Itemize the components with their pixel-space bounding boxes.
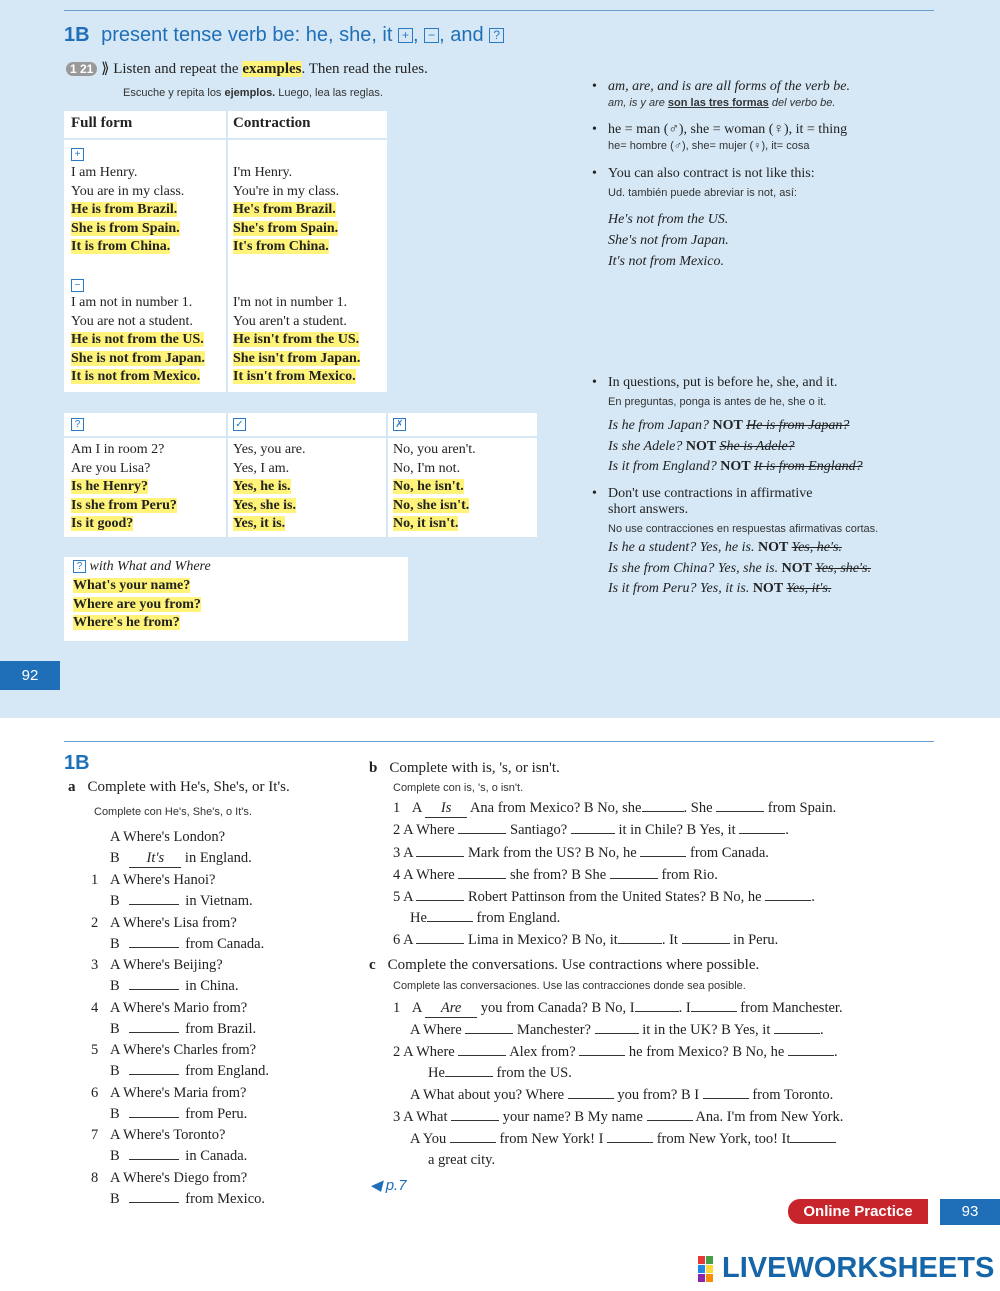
table-cell: He isn't from the US. xyxy=(233,332,360,347)
table-cell: You're in my class. xyxy=(233,183,340,199)
answer-blank[interactable] xyxy=(129,1021,179,1033)
table-cell: Yes, it is. xyxy=(233,516,286,531)
answer-blank[interactable] xyxy=(129,1106,179,1118)
table-cell: No, I'm not. xyxy=(393,460,461,476)
c-line-2c: A What about you? Where you from? B I from Toronto. xyxy=(410,1087,834,1103)
exercise-a-answer-line: B in China. xyxy=(110,978,239,994)
table-cell: Is it good? xyxy=(71,516,134,531)
answer-blank[interactable] xyxy=(129,1191,179,1203)
audio-track-badge[interactable]: 1 21 xyxy=(66,62,97,76)
b-line-1: 1 A Is Ana from Mexico? B No, she . She from Spain. xyxy=(393,800,837,816)
exercise-section-code: 1B xyxy=(64,752,90,774)
page-number-92: 92 xyxy=(0,661,60,690)
c-line-3: 3 A What your name? B My name Ana. I'm from New York. xyxy=(393,1109,844,1125)
negative-full-list xyxy=(71,294,205,387)
exercise-a-question: 8 A Where's Diego from? xyxy=(91,1169,248,1186)
answer-blank[interactable] xyxy=(618,932,662,944)
header-full-form: Full form xyxy=(71,115,133,131)
b-line-5: 5 A Robert Pattinson from the United States? B No, he . xyxy=(393,889,815,905)
table-cell: I am Henry. xyxy=(71,165,138,180)
table-cell: She's from Spain. xyxy=(233,220,339,236)
table-cell: Is she from Peru? xyxy=(71,497,177,513)
b-line-6: 6 A Lima in Mexico? B No, it . It in Peru. xyxy=(393,932,779,948)
question-icon: ? xyxy=(71,418,84,431)
exercise-a-question: 5 A Where's Charles from? xyxy=(91,1042,257,1058)
rule-1: • am, are, and is are all forms of the verb be. am, is y are son las tres formas del verbo be. xyxy=(592,79,850,109)
b-line-3: 3 A Mark from the US? B No, he from Canada. xyxy=(393,845,769,861)
liveworksheets-logo-icon xyxy=(698,1256,720,1282)
answer-blank[interactable] xyxy=(416,889,464,901)
rule-example: Is it from Peru? Yes, it is. NOT Yes, it's. xyxy=(608,581,832,596)
table-cell: You aren't a student. xyxy=(233,313,347,329)
table-cell: Is he Henry? xyxy=(71,479,148,494)
rule-3: • You can also contract is not like this: Ud. también puede abreviar is not, así: He's not from the US. She's not from Japan. It's not from Mexico. xyxy=(608,166,815,272)
answer-blank[interactable] xyxy=(129,936,179,948)
exercise-c-subtitle: Complete las conversaciones. Use las contracciones donde sea posible. xyxy=(393,980,746,992)
instruction: 1 21 ⟫ Listen and repeat the examples. Then read the rules. xyxy=(66,59,428,78)
check-icon: ✓ xyxy=(233,418,246,431)
answer-blank[interactable] xyxy=(571,822,615,834)
audio-icon: ⟫ xyxy=(101,61,110,77)
wh-question: What's your name? xyxy=(73,578,191,593)
c-line-2b: He from the US. xyxy=(428,1065,572,1081)
table-cell: No, it isn't. xyxy=(393,516,459,531)
rule-example: He's not from the US. xyxy=(608,212,729,227)
section-code: 1B xyxy=(64,24,90,46)
page-number-93: 93 xyxy=(940,1199,1000,1225)
wh-question: Where's he from? xyxy=(73,615,180,630)
yes-answer-list xyxy=(233,441,305,534)
exercise-b-title: b Complete with is, 's, or isn't. xyxy=(369,760,560,776)
instruction-spanish: Escuche y repita los ejemplos. Luego, lea las reglas. xyxy=(123,87,383,99)
table-cell: He is from Brazil. xyxy=(71,202,178,217)
exercise-a-question: 3 A Where's Beijing? xyxy=(91,957,223,973)
table-cell: It is not from Mexico. xyxy=(71,369,201,384)
answer-blank[interactable] xyxy=(465,1022,513,1034)
answer-blank[interactable] xyxy=(458,1044,506,1056)
page-reference-link[interactable]: ◀ p.7 xyxy=(370,1177,407,1194)
exercise-a-subtitle: Complete con He's, She's, o It's. xyxy=(94,806,252,818)
example-answer: It's xyxy=(129,850,181,868)
rule-2: • he = man (♂), she = woman (♀), it = thing he= hombre (♂), she= mujer (♀), it= cosa xyxy=(592,122,848,152)
liveworksheets-brand: LIVEWORKSHEETS xyxy=(722,1252,995,1284)
bottom-rule xyxy=(64,741,934,742)
exercise-a-answer-line: B from Canada. xyxy=(110,935,265,952)
table-cell: She is not from Japan. xyxy=(71,350,205,366)
table-cell: I am not in number 1. xyxy=(71,295,193,310)
rule-example: Is he a student? Yes, he is. NOT Yes, he's. xyxy=(608,540,842,555)
answer-blank[interactable] xyxy=(445,1065,493,1077)
answer-blank[interactable] xyxy=(607,1131,653,1143)
c-line-3b: A You from New York! I from New York, too! It xyxy=(410,1131,836,1148)
answer-blank[interactable] xyxy=(610,867,658,879)
exercise-a-question: 1 A Where's Hanoi? xyxy=(91,872,216,888)
c-line-1b: A Where Manchester? it in the UK? B Yes, it . xyxy=(410,1022,824,1038)
c-line-1: 1 A Are you from Canada? B No, I . I from Manchester. xyxy=(393,1000,843,1016)
question-list xyxy=(71,441,177,534)
table-cell: No, you aren't. xyxy=(393,442,476,457)
plus-icon: + xyxy=(71,148,84,161)
exercise-a-question: 6 A Where's Maria from? xyxy=(91,1084,247,1101)
rule-4: • In questions, put is before he, she, and it. En preguntas, ponga is antes de he, she o it. Is he from Japan? NOT He is from Japan? Is she Adele? NOT She is Adele? Is it from England? NOT It is from England? xyxy=(608,375,863,478)
answer-blank[interactable] xyxy=(739,822,785,834)
answer-blank[interactable] xyxy=(129,978,179,990)
rule-example: Is she Adele? NOT She is Adele? xyxy=(608,438,795,454)
exercise-a-answer-line: B from Brazil. xyxy=(110,1020,257,1037)
question-icon: ? xyxy=(489,28,504,43)
rule-example: It's not from Mexico. xyxy=(608,254,725,269)
answer-blank[interactable] xyxy=(129,893,179,905)
answer-blank[interactable] xyxy=(416,932,464,944)
affirmative-contraction-list xyxy=(233,164,339,257)
answer-blank[interactable] xyxy=(450,1131,496,1143)
exercise-b-subtitle: Complete con is, 's, o isn't. xyxy=(393,782,524,794)
table-cell: She is from Spain. xyxy=(71,220,180,236)
exercise-a-answer-line: B from England. xyxy=(110,1063,270,1079)
table-cell: You are not a student. xyxy=(71,313,193,329)
answer-blank[interactable] xyxy=(682,932,730,944)
b-line-5b: He from England. xyxy=(410,910,561,926)
section-title: present tense verb be: he, she, it xyxy=(101,24,393,46)
table-cell: Yes, he is. xyxy=(233,479,291,494)
exercise-a-answer-line: B from Peru. xyxy=(110,1105,248,1122)
answer-blank[interactable] xyxy=(647,1109,693,1121)
answer-blank[interactable] xyxy=(774,1022,820,1034)
table-cell: He is not from the US. xyxy=(71,332,204,347)
negative-contraction-list xyxy=(233,294,360,387)
table-cell: Are you Lisa? xyxy=(71,460,151,476)
rule-example: Is she from China? Yes, she is. NOT Yes, she's. xyxy=(608,560,871,576)
cross-icon: ✗ xyxy=(393,418,406,431)
question-icon: ? xyxy=(73,560,86,573)
table-cell: Am I in room 2? xyxy=(71,442,165,457)
table-cell: Yes, she is. xyxy=(233,497,297,513)
table-cell: He's from Brazil. xyxy=(233,202,336,217)
answer-blank[interactable] xyxy=(129,1063,179,1075)
table-cell: I'm not in number 1. xyxy=(233,295,348,310)
affirmative-full-list xyxy=(71,164,184,257)
rule-example: Is he from Japan? NOT He is from Japan? xyxy=(608,418,850,433)
answer-blank[interactable] xyxy=(790,1131,836,1143)
online-practice-button[interactable]: Online Practice xyxy=(788,1199,928,1224)
answer-blank[interactable] xyxy=(765,889,811,901)
plus-icon: + xyxy=(398,28,413,43)
table-cell: You are in my class. xyxy=(71,183,185,199)
exercise-a-example-b: B It's in England. xyxy=(110,850,252,866)
answer-blank[interactable] xyxy=(595,1022,639,1034)
answer-blank[interactable] xyxy=(635,1000,679,1012)
table-cell: Yes, I am. xyxy=(233,460,290,476)
minus-icon: − xyxy=(71,279,84,292)
exercise-a-answer-line: B in Vietnam. xyxy=(110,893,253,909)
exercise-a-title: a Complete with He's, She's, or It's. xyxy=(68,779,290,795)
answer-blank[interactable] xyxy=(579,1044,625,1056)
exercise-c-title: c Complete the conversations. Use contractions where possible. xyxy=(369,957,760,973)
answer-blank[interactable] xyxy=(568,1087,614,1099)
table-cell: It is from China. xyxy=(71,239,171,254)
wh-question: Where are you from? xyxy=(73,596,201,612)
table-cell: It's from China. xyxy=(233,239,329,254)
table-cell: I'm Henry. xyxy=(233,165,293,180)
exercise-a-answer-line: B in Canada. xyxy=(110,1148,248,1164)
rule-example: She's not from Japan. xyxy=(608,233,729,248)
answer-blank[interactable] xyxy=(451,1109,499,1121)
exercise-a-question: 2 A Where's Lisa from? xyxy=(91,914,237,931)
wh-box-title: with What and Where xyxy=(89,559,211,574)
rule-example: Is it from England? NOT It is from England? xyxy=(608,459,863,474)
c-line-2: 2 A Where Alex from? he from Mexico? B No, he . xyxy=(393,1044,838,1060)
answer-blank[interactable] xyxy=(716,800,764,812)
exercise-a-question: 4 A Where's Mario from? xyxy=(91,999,248,1016)
table-cell: No, she isn't. xyxy=(393,497,470,513)
answer-blank[interactable] xyxy=(703,1087,749,1099)
b-line-4: 4 A Where she from? B She from Rio. xyxy=(393,867,718,883)
exercise-a-example-a: A Where's London? xyxy=(110,829,226,845)
answer-blank[interactable] xyxy=(129,1148,179,1160)
table-cell: She isn't from Japan. xyxy=(233,350,361,366)
top-rule xyxy=(64,10,934,11)
answer-blank[interactable] xyxy=(458,822,506,834)
minus-icon: − xyxy=(424,28,439,43)
answer-blank[interactable] xyxy=(642,800,684,812)
no-answer-list xyxy=(393,441,476,534)
answer-blank[interactable] xyxy=(416,845,464,857)
answer-blank[interactable] xyxy=(640,845,686,857)
exercise-a-question: 7 A Where's Toronto? xyxy=(91,1127,226,1143)
table-cell: It isn't from Mexico. xyxy=(233,369,356,384)
table-cell: No, he isn't. xyxy=(393,479,464,494)
c-line-3c: a great city. xyxy=(428,1152,496,1168)
header-contraction: Contraction xyxy=(233,115,311,131)
wh-question-list xyxy=(73,577,201,633)
b-line-2: 2 A Where Santiago? it in Chile? B Yes, it . xyxy=(393,822,789,838)
answer-blank[interactable] xyxy=(691,1000,737,1012)
answer-blank[interactable] xyxy=(427,910,473,922)
page-title: 1B present tense verb be: he, she, it + , − , and ? xyxy=(64,24,504,47)
answer-blank[interactable] xyxy=(788,1044,834,1056)
rule-5: • Don't use contractions in affirmative short answers. No use contracciones en respuestas afirmativas cortas. Is he a student? Yes, he is. NOT Yes, he's. Is she from China? Yes, she is. NOT Yes, she's. Is it from Peru? Yes, it is. NOT Yes, it's. xyxy=(608,486,878,600)
answer-blank[interactable] xyxy=(458,867,506,879)
table-cell: Yes, you are. xyxy=(233,442,306,457)
exercise-a-answer-line: B from Mexico. xyxy=(110,1190,266,1207)
